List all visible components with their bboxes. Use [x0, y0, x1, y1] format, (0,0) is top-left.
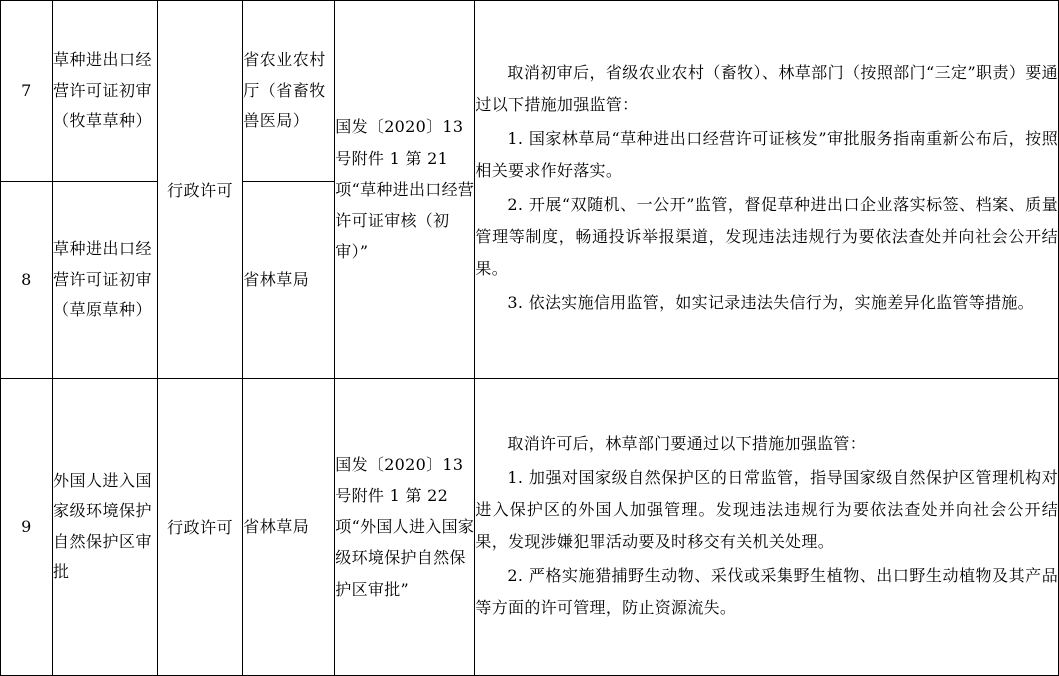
measure-paragraph: 2. 开展“双随机、一公开”监管，督促草种进出口企业落实标签、档案、质量管理等制度，畅通投诉举报渠道，发现违法违规行为要依法查处并向社会公开结果。: [475, 195, 1058, 279]
row-number: 7: [1, 1, 53, 182]
measure-paragraph: 取消初审后，省级农业农村（畜牧）、林草部门（按照部门“三定”职责）要通过以下措施加强监管：: [475, 63, 1058, 115]
row-number: 9: [1, 378, 53, 675]
table-row: [1, 378, 1059, 675]
item-name: 草种进出口经营许可证初审（牧草草种）: [53, 1, 158, 182]
item-name: 外国人进入国家级环境保护自然保护区审批: [53, 378, 158, 675]
cancellation-basis: 国发〔2020〕13号附件 1 第 21 项“草种进出口经营许可证审核（初审）”: [335, 1, 475, 379]
measure-paragraph: 取消许可后，林草部门要通过以下措施加强监管：: [507, 433, 867, 453]
measure-paragraph: 3. 依法实施信用监管，如实记录违法失信行为，实施差异化监管等措施。: [507, 293, 1034, 313]
row-number: 8: [1, 181, 53, 378]
license-type: 行政许可: [158, 1, 243, 379]
cancellation-basis: 国发〔2020〕13号附件 1 第 22 项“外国人进入国家级环境保护自然保护区审批”: [335, 378, 475, 675]
implementing-department: 省林草局: [243, 378, 335, 675]
measure-paragraph: 1. 国家林草局“草种进出口经营许可证核发”审批服务指南重新公布后，按照相关要求作好落实。: [475, 129, 1058, 181]
table-row: [1, 1, 1059, 182]
license-type: 行政许可: [158, 378, 243, 675]
measure-paragraph: 2. 严格实施猎捕野生动物、采伐或采集野生植物、出口野生动植物及其产品等方面的许可管理，防止资源流失。: [475, 565, 1058, 617]
supervision-measures: [475, 378, 1059, 675]
supervision-measures: [475, 1, 1059, 379]
measure-paragraph: 1. 加强对国家级自然保护区的日常监管，指导国家级自然保护区管理机构对进入保护区的外国人加强管理。发现违法违规行为要依法查处并向社会公开结果，发现涉嫌犯罪活动要及时移交有关机关处理。: [475, 467, 1058, 551]
item-name: 草种进出口经营许可证初审（草原草种）: [53, 181, 158, 378]
implementing-department: 省农业农村厅（省畜牧兽医局）: [243, 1, 335, 182]
implementing-department: 省林草局: [243, 181, 335, 378]
